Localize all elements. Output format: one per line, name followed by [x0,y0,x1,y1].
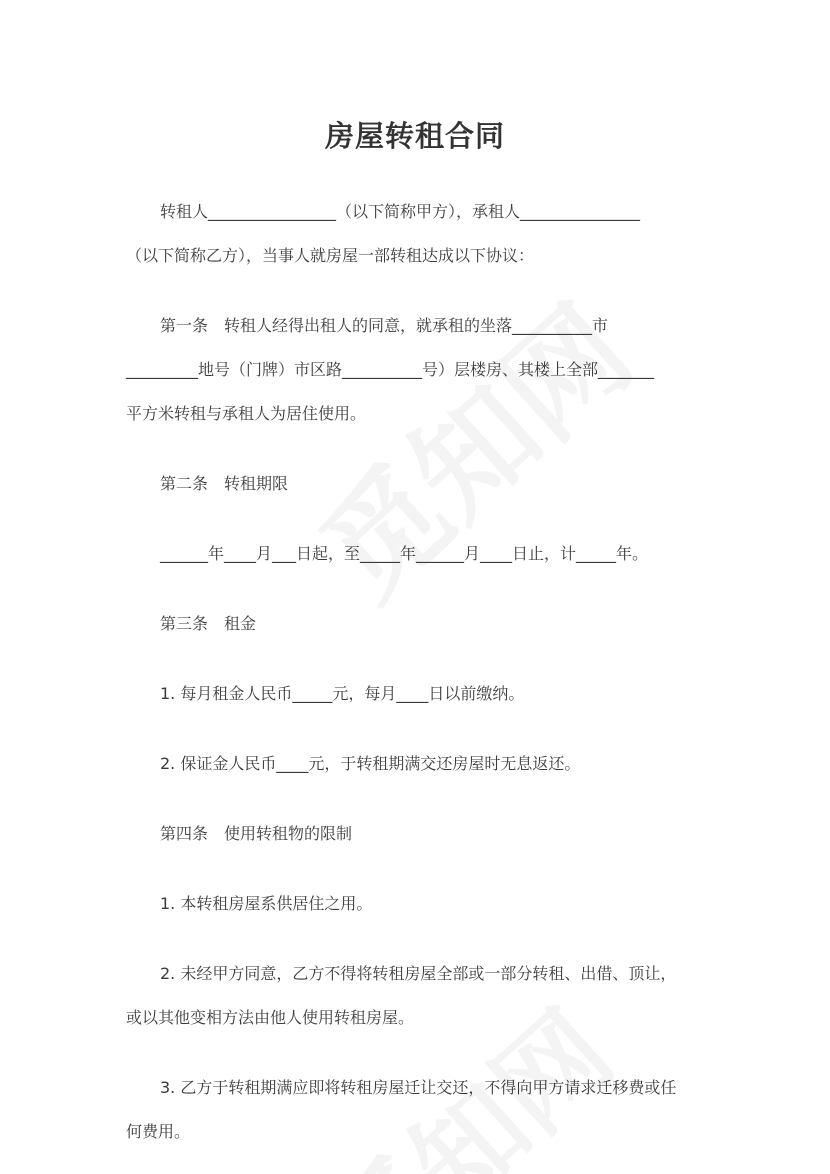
paragraph-article-1 [126,304,708,436]
paragraph-parties [126,190,708,278]
paragraph-line: 第三条 租金 [160,614,257,633]
paragraph-line: 3. 乙方于转租期满应即将转租房屋迁让交还，不得向甲方请求迁移费或任 [160,1078,677,1097]
paragraph-line: 2. 保证金人民币____元，于转租期满交还房屋时无息返还。 [160,754,581,773]
paragraph-term-dates [126,532,708,576]
paragraph-rent-item-1 [126,672,708,716]
paragraph-line: 1. 每月租金人民币_____元，每月____日以前缴纳。 [160,684,525,703]
paragraph-line: ______年____月___日起，至_____年______月____日止，计_____年。 [160,544,649,563]
document-body [126,190,708,1174]
document-title: 房屋转租合同 [324,119,505,153]
paragraph-use-item-2 [126,952,708,1040]
paragraph-line: 第一条 转租人经得出租人的同意，就承租的坐落__________市 [160,316,609,335]
paragraph-line: 第四条 使用转租物的限制 [160,824,353,843]
paragraph-line: 第二条 转租期限 [160,474,289,493]
paragraph-rent-item-2 [126,742,708,786]
paragraph-line: 何费用。 [126,1122,191,1141]
paragraph-article-2-heading [126,462,708,506]
paragraph-line: （以下简称乙方），当事人就房屋一部转租达成以下协议： [126,246,535,265]
paragraph-line: 转租人________________（以下简称甲方），承租人_______________ [160,202,641,221]
paragraph-article-3-heading [126,602,708,646]
paragraph-line: _________地号（门牌）市区路__________号）层楼房、其楼上全部_______ [126,360,655,379]
paragraph-line: 1. 本转租房屋系供居住之用。 [160,894,373,913]
paragraph-use-item-3 [126,1066,708,1154]
paragraph-line: 或以其他变相方法由他人使用转租房屋。 [126,1008,415,1027]
paragraph-line: 2. 未经甲方同意，乙方不得将转租房屋全部或一部分转租、出借、顶让， [160,964,677,983]
paragraph-use-item-1 [126,882,708,926]
paragraph-line: 平方米转租与承租人为居住使用。 [126,404,367,423]
paragraph-article-4-heading [126,812,708,856]
